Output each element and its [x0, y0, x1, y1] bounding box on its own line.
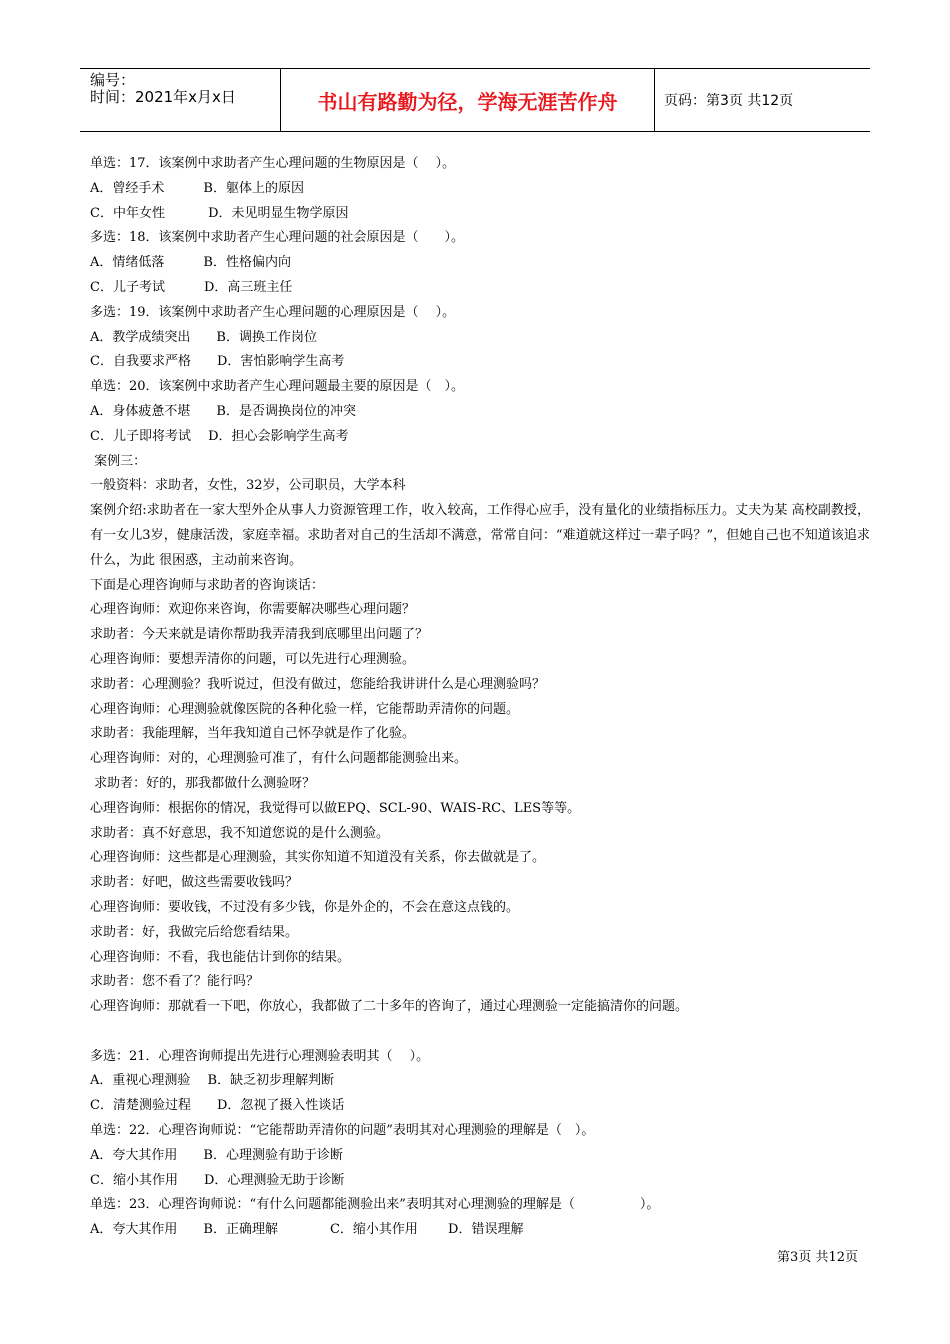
dialogue-line: 心理咨询师：根据你的情况，我觉得可以做EPQ、SCL-90、WAIS-RC、LES等等。 [90, 800, 581, 816]
question-23: 单选：23．心理咨询师说：“有什么问题都能测验出来”表明其对心理测验的理解是（ ）。 [90, 1197, 660, 1213]
question-22-options-ab: A．夸大其作用 B．心理测验有助于诊断 [90, 1147, 343, 1163]
case-introduction: 案例介绍:求助者在一家大型外企从事人力资源管理工作，收入较高，工作得心应手，没有量化的业绩指标压力。丈夫为某 高校副教授，有一女儿3岁，健康活泼，家庭幸福。求助者对自己的生活却不满意，常常自问：“难道就这样过一辈子吗？”，但她自己也不知道该追求什么，为此 很困惑，主动前来咨询。 [90, 503, 870, 568]
question-22: 单选：22．心理咨询师说：“它能帮助弄清你的问题”表明其对心理测验的理解是（ ）。 [90, 1123, 595, 1139]
number-label: 编号： [90, 71, 136, 89]
question-20: 单选：20．该案例中求助者产生心理问题最主要的原因是（ ）。 [90, 379, 465, 395]
page-footer: 第3页 共12页 [777, 1250, 858, 1265]
question-19-options-cd: C．自我要求严格 D．害怕影响学生高考 [90, 354, 345, 370]
question-21-options-cd: C．清楚测验过程 D．忽视了摄入性谈话 [90, 1098, 345, 1114]
header-motto: 书山有路勤为径，学海无涯苦作舟 [317, 89, 618, 114]
page-header [80, 68, 870, 132]
dialogue-line: 心理咨询师：要想弄清你的问题，可以先进行心理测验。 [90, 651, 416, 667]
dialogue-line: 心理咨询师：欢迎你来咨询，你需要解决哪些心理问题？ [90, 602, 416, 618]
case-heading: 案例三： [90, 453, 147, 469]
question-18: 多选：18．该案例中求助者产生心理问题的社会原因是（ ）。 [90, 230, 465, 246]
question-21-options-ab: A．重视心理测验 B．缺乏初步理解判断 [90, 1073, 335, 1089]
header-divider [654, 69, 655, 131]
dialogue-line: 心理咨询师：不看，我也能估计到你的结果。 [90, 949, 351, 965]
dialogue-line: 心理咨询师：心理测验就像医院的各种化验一样，它能帮助弄清你的问题。 [90, 701, 520, 717]
dialogue-line: 求助者：我能理解，当年我知道自己怀孕就是作了化验。 [90, 726, 416, 742]
question-19: 多选：19．该案例中求助者产生心理问题的心理原因是（ ）。 [90, 304, 456, 320]
question-20-options-ab: A．身体疲惫不堪 B．是否调换岗位的冲突 [90, 403, 356, 419]
question-19-options-ab: A．教学成绩突出 B．调换工作岗位 [90, 329, 317, 345]
dialogue-line: 求助者：真不好意思，我不知道您说的是什么测验。 [90, 825, 390, 841]
dialogue-line: 求助者：好的，那我都做什么测验呀？ [90, 775, 316, 791]
question-17-options-ab: A．曾经手术 B．躯体上的原因 [90, 180, 304, 196]
dialogue-line: 心理咨询师：那就看一下吧，你放心，我都做了二十多年的咨询了，通过心理测验一定能搞清你的问题。 [90, 999, 689, 1015]
dialogue-intro: 下面是心理咨询师与求助者的咨询谈话： [90, 577, 325, 593]
question-20-options-cd: C．儿子即将考试 D．担心会影响学生高考 [90, 428, 349, 444]
dialogue-line: 求助者：心理测验？我听说过，但没有做过，您能给我讲讲什么是心理测验吗？ [90, 676, 546, 692]
question-18-options-ab: A．情绪低落 B．性格偏内向 [90, 255, 291, 271]
question-18-options-cd: C．儿子考试 D．高三班主任 [90, 279, 293, 295]
question-22-options-cd: C．缩小其作用 D．心理测验无助于诊断 [90, 1172, 345, 1188]
header-meta [80, 69, 280, 131]
dialogue-line: 心理咨询师：要收钱，不过没有多少钱，你是外企的，不会在意这点钱的。 [90, 899, 520, 915]
dialogue-line: 求助者：好吧，做这些需要收钱吗？ [90, 875, 299, 891]
blank-line [90, 1020, 870, 1045]
dialogue-line: 求助者：今天来就是请你帮助我弄清我到底哪里出问题了？ [90, 627, 429, 643]
dialogue-line: 求助者：您不看了？能行吗？ [90, 974, 260, 990]
header-page-number: 页码：第3页 共12页 [664, 93, 794, 109]
date-label: 时间：2021年x月x日 [90, 88, 236, 106]
case-general-info: 一般资料：求助者，女性，32岁，公司职员，大学本科 [90, 478, 406, 494]
dialogue-line: 求助者：好，我做完后给您看结果。 [90, 924, 299, 940]
document-body [90, 152, 870, 1243]
question-23-options: A．夸大其作用 B．正确理解 C．缩小其作用 D．错误理解 [90, 1222, 524, 1238]
dialogue-line: 心理咨询师：对的，心理测验可准了，有什么问题都能测验出来。 [90, 751, 468, 767]
question-21: 多选：21．心理咨询师提出先进行心理测验表明其（ ）。 [90, 1048, 430, 1064]
question-17-options-cd: C．中年女性 D．未见明显生物学原因 [90, 205, 349, 221]
dialogue-line: 心理咨询师：这些都是心理测验，其实你知道不知道没有关系，你去做就是了。 [90, 850, 546, 866]
question-17: 单选：17．该案例中求助者产生心理问题的生物原因是（ ）。 [90, 156, 456, 171]
